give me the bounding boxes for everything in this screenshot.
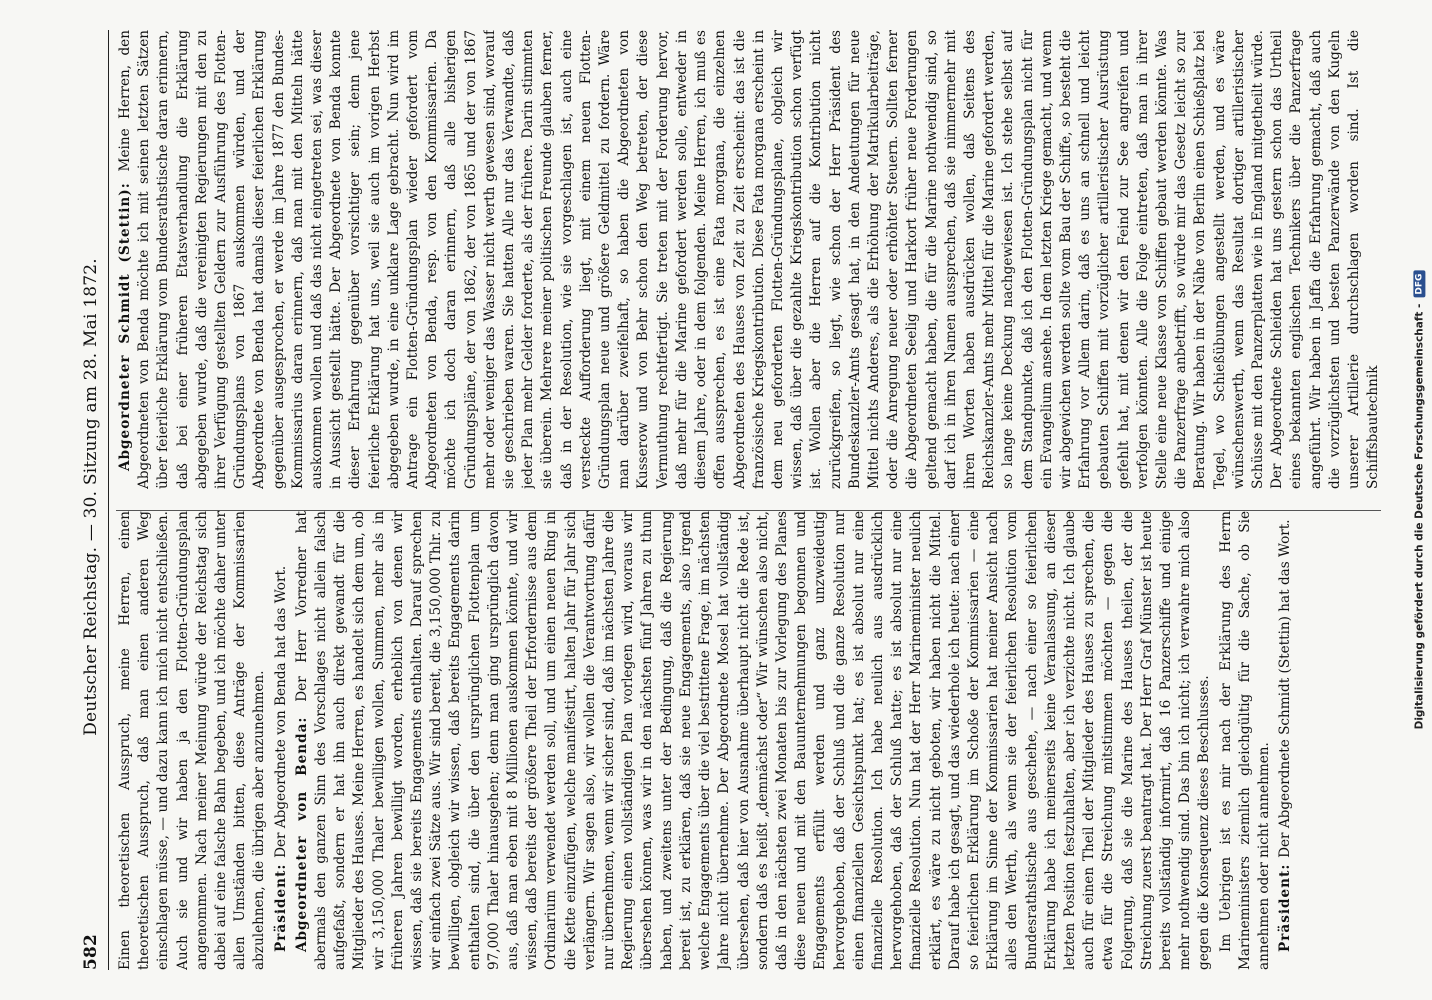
paragraph-text: Der Abgeordnete Schmidt (Stettin) hat das Wort. — [1277, 519, 1294, 858]
digitization-footer — [1406, 0, 1432, 1000]
paragraph — [116, 511, 270, 970]
paragraph-text: Der Abgeordnete von Benda hat das Wort. — [272, 565, 289, 858]
paragraph-text: Einen theoretischen Ausspruch, meine Herren, einen theoretischen Ausspruch, daß man einen anderen Weg einschlagen müsse, — und dazu kann ich mich nicht entschließen. Auch sie und wir haben ja den Flotten-Gründungsplan angenommen. Nach meiner Meinung würde der Reichstag sich dabei auf eine falsche Bahn begeben, und ich möchte daher unter allen Umständen bitten, diese Anträge der Kommissarien abzulehnen, die übrigen aber anzunehmen. — [117, 511, 268, 970]
footer-text: Digitalisierung gefördert durch die Deutsche Forschungsgemeinschaft - — [1413, 303, 1426, 730]
text-columns — [116, 30, 1386, 970]
page-frame — [74, 30, 1394, 970]
paragraph — [116, 30, 1383, 489]
paragraph — [272, 511, 291, 970]
right-column — [116, 30, 1386, 489]
paragraph — [1276, 511, 1295, 970]
speaker-name: Abgeordneter von Benda: — [293, 701, 310, 952]
speaker-name: Abgeordneter Schmidt (Stettin): — [117, 171, 133, 471]
paragraph-text: Im Uebrigen ist es mir nach der Erklärung des Herrn Marineministers ziemlich gleichgültig für die Sache, ob Sie annehmen oder nicht annehmen. — [1217, 511, 1272, 970]
speaker-name: Präsident: — [1277, 857, 1294, 952]
left-column — [116, 511, 1386, 970]
dfg-logo: DFG — [1413, 271, 1425, 298]
paragraph — [293, 511, 1215, 970]
rotated-page — [74, 30, 1394, 970]
speaker-name: Präsident: — [272, 857, 289, 952]
paragraph-text: Der Herr Vorredner hat abermals den ganzen Sinn des Vorschlages nicht allein falsch aufgefaßt, sondern er hat ihn auch direkt gewandt für die Mitglieder des Hauses. Meine Herren, es handelt sich dem um, ob wir 3,150,000 Thaler bewilligen wollen, Summen, mehr als in früheren Jahren bewilligt worden, erheblich von denen wir wissen, daß sie bereits Engagements enthalten. Darauf sprechen wir einfach zwei Sätze aus. Wir sind bereit, die 3,150,000 Thlr. zu bewilligen, obgleich wir wissen, daß bereits Engagements darin enthalten sind, die über den ursprünglichen Flottenplan um 97,000 Thaler hinausgehen; denn man ging ursprünglich davon aus, daß man eben mit 8 Millionen auskommen könnte, und wir wissen, daß bereits der größere Theil der Erfordernisse aus dem Ordinarium verwendet werden soll, und um einen neuen Ring in die Kette einzufügen, welche manifestirt, halten Jahr für Jahr sich verlängern. Wir sagen also, wir wollen die Verantwortung dafür nur übernehmen, wenn wir sicher sind, daß im nächsten Jahre die Regierung einen vollständigen Plan vorlegen wird, woraus wir übersehen können, was wir in den nächsten fünf Jahren zu thun haben, und zweitens unter der Bedingung, daß die Regierung bereit ist, zu erklären, daß sie neue Engagements, also irgend welche Engagements über die viel bestrittene Frage, im nächsten Jahre nicht übernehme. Der Abgeordnete Mosel hat vollständig übersehen, daß hier von Ausnahme überhaupt nicht die Rede ist, sondern daß es heißt „demnächst oder“ Wir wünschen also nicht, daß in den nächsten zwei Monaten bis zur Vorlegung des Planes diese neuen und mit den Bauunternehmungen begonnen und Engagements erfüllt werden und ganz unzweideutig hervorgehoben, daß der Schluß und die ganze Resolution nur einen finanziellen Gesichtspunkt hat; es ist absolut nur eine finanzielle Resolution. Ich habe neulich aus ausdrücklich hervorgehoben, daß der Schluß hatte; es ist absolut nur eine finanzielle Resolution. Nun hat der Herr Marineminister neulich erklärt, es wäre zu nicht geboten, wir haben nicht die Mittel. Darauf habe ich gesagt, und das wiederhole ich heute: nach einer so feierlichen Erklärung im Schoße der Kommissarien — eine Erklärung im Sinne der Kommissarien hat meiner Ansicht nach alles den Werth, als wenn sie der feierlichen Resolution vom Bundesrathstische aus geschehe, — nach einer so feierlichen Erklärung habe ich meinerseits keine Veranlassung, an dieser letzten Position festzuhalten, aber ich verzichte nicht. Ich glaube auch für einen Theil der Mitglieder des Hauses zu sprechen, die etwa für die Streichung mitstimmen möchten — gegen die Folgerung, daß sie die Marine des Hauses theilen, der die Streichung zuerst beantragt hat. Der Herr Graf Münster ist heute bereits vollständig informirt, daß 16 Panzerschiffe und einige mehr nothwendig sind. Das bin ich nicht; ich verwahre mich also gegen die Konsequenz dieses Beschlusses. — [293, 511, 1213, 970]
paragraph — [1217, 511, 1275, 970]
page-title: Deutscher Reichstag. — 30. Sitzung am 28. Mai 1872. — [81, 258, 101, 736]
paragraph-text: Meine Herren, den Abgeordneten von Benda möchte ich mit seinen letzten Sätzen über feierliche Erklärung vom Bundesrathstische daran erinnern, daß bei einer früheren Etatsverhandlung die Erklärung abgegeben wurde, daß die vereinigten Regierungen mit den zu ihrer Verfügung gestellten Geldern zur Ausführung des Flotten-Gründungsplans von 1867 auskommen würden, und der Abgeordnete von Benda hat damals dieser feierlichen Erklärung gegenüber ausgesprochen, er werde im Jahre 1877 den Bundes-Kommissarius daran erinnern, daß man mit den Mitteln hätte auskommen wollen und daß das nicht eingetreten sei, was dieser in Aussicht gestellt hätte. Der Abgeordnete von Benda konnte dieser Erfahrung gegenüber vorsichtiger sein; denn jene feierliche Erklärung hat uns, weil sie auch im vorigen Herbst abgegeben wurde, in eine unklare Lage gebracht. Nun wird im Antrage ein Flotten-Gründungsplan wieder gefordert vom Abgeordneten von Benda, resp. von den Kommissarien. Da möchte ich doch daran erinnern, daß alle bisherigen Gründungspläne, der von 1862, der von 1865 und der von 1867 mehr oder weniger das Wasser nicht werth gewesen sind, worauf sie geschrieben waren. Sie hatten Alle nur das Verwandte, daß jeder Plan mehr Gelder forderte, als der frühere. Darin stimmten sie überein. Mehrere meiner politischen Freunde glauben ferner, daß in der Resolution, wie sie vorgeschlagen ist, auch eine versteckte Aufforderung liegt, mit einem neuen Flotten-Gründungsplan neue und größere Geldmittel zu fordern. Wäre man darüber zweifelhaft, so haben die Abgeordneten von Kusserow und von Behr schon den Weg betreten, der diese Vermuthung rechtfertigt. Sie treten mit der Forderung hervor, daß mehr für die Marine gefordert werden solle, entweder in diesem Jahre, oder in dem folgenden. Meine Herren, ich muß es offen aussprechen, es ist eine Fata morgana, die einzelnen Abgeordneten des Hauses von Zeit zu Zeit erscheint: das ist die französische Kriegskontribution. Diese Fata morgana erscheint in dem neu geforderten Flotten-Gründungsplane, obgleich wir wissen, daß über die gezahlte Kriegskontribution schon verfügt ist. Wollen aber die Herren auf die Kontribution nicht zurückgreifen, so liegt, wie schon der Herr Präsident des Bundeskanzler-Amts gesagt hat, in den Andeutungen für neue Mittel nichts Anderes, als die Erhöhung der Matrikularbeiträge, oder die Anregung neuer oder erhöhter Steuern. Sollten ferner die Abgeordneten Seelig und Harkort früher neue Forderungen geltend gemacht haben, die für die Marine nothwendig sind, so darf ich in ihren Namen aussprechen, daß sie nimmermehr mit ihren Worten haben ausdrücken wollen, daß Seitens des Reichskanzler-Amts mehr Mittel für die Marine gefordert werden, so lange keine Deckung nachgewiesen ist. Ich stehe selbst auf dem Standpunkte, daß ich den Flotten-Gründungsplan nicht für ein Evangelium ansehe. In dem letzten Kriege gemacht, und wenn wir abgewichen werden sollte vom Bau der Schiffe, so besteht die Erfahrung vor Allem darin, daß es uns an schnell und leicht gebauten Schiffen mit vorzüglicher artilleristischer Ausrüstung gefehlt hat, mit denen wir den Feind zur See angreifen und verfolgen könnten. Alle die Folge eintreten, daß man in ihrer Stelle eine neue Klasse von Schiffen gebaut werden könnte. Was die Panzerfrage anbetrifft, so würde mir das Gesetz leicht so zur Beratung. Wir haben in der Nähe von Berlin einen Schießplatz bei Tegel, wo Schießübungen angestellt werden, und es wäre wünschenswerth, wenn das Resultat dortiger artilleristischer Schüsse mit den Panzerplatten wie in England mitgetheilt würde. Der Abgeordnete Schleiden hat uns gestern schon das Urtheil eines bekannten englischen Technikers über die Panzerfrage angeführt. Wir haben in Jaffa die Erfahrung gemacht, daß auch die vorzüglichsten und besten Panzerwände von den Kugeln unserer Artillerie durchschlagen worden sind. Ist die Schiffsbautechnik — [117, 30, 1382, 489]
page-header — [74, 30, 109, 970]
page-number: 582 — [81, 933, 101, 970]
